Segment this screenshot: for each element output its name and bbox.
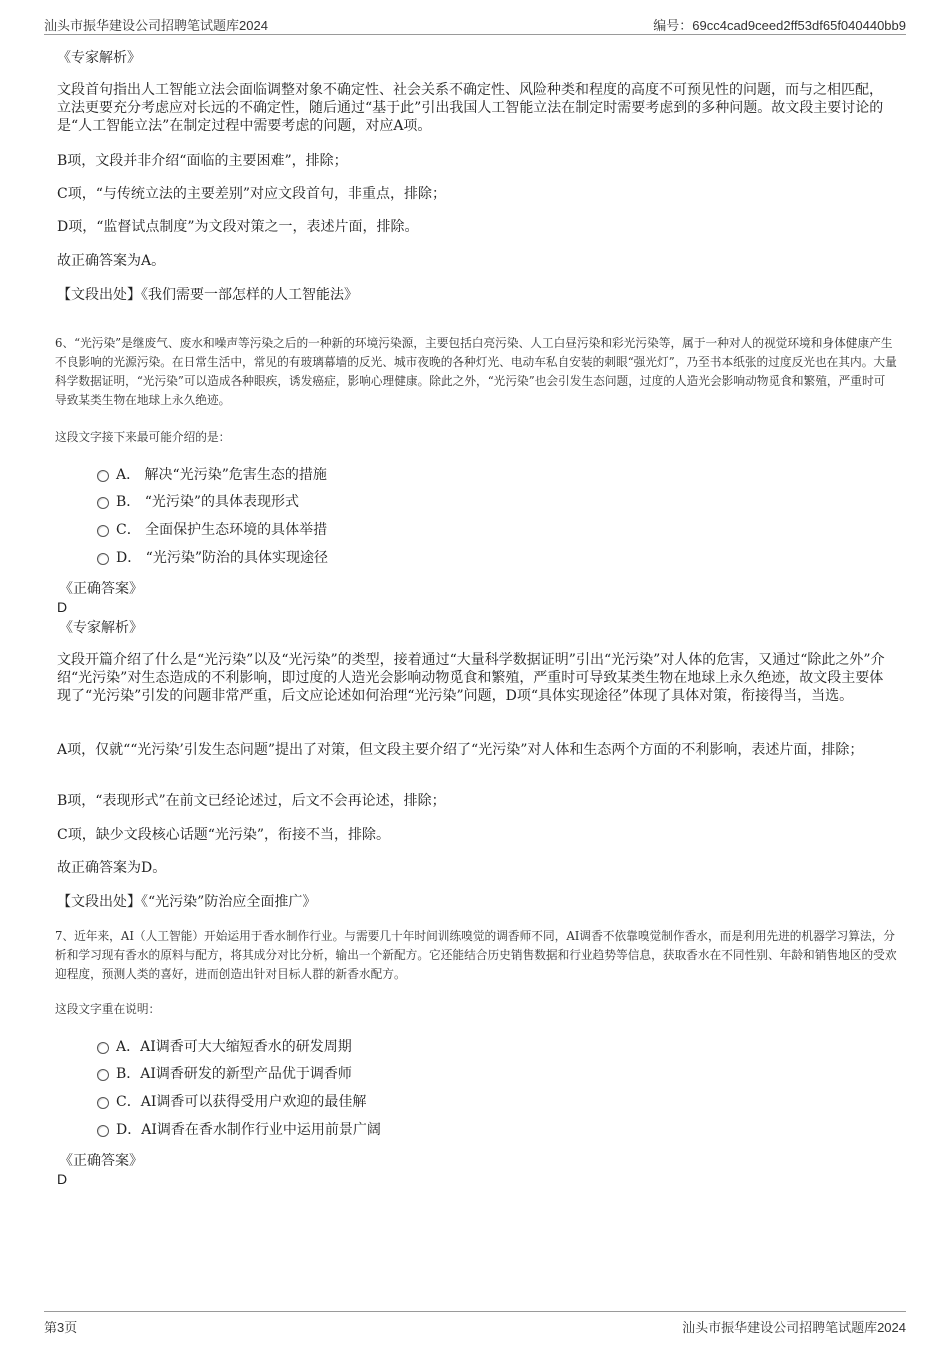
q7-option-c[interactable]: C．AI调香可以获得受用户欢迎的最佳解: [97, 1092, 366, 1112]
q6-correct-answer: D: [57, 599, 68, 615]
page-footer: [44, 1311, 906, 1338]
q5-analysis-para: 文段首句指出人工智能立法会面临调整对象不确定性、社会关系不确定性、风险种类和程度的高度不可预见性的问题，而与之相匹配，立法更要充分考虑应对长远的不确定性，随后通过“基于此”引出我国人工智能立法在制定时需要考虑到的多种问题。故文段主要讨论的是“人工智能立法”在制定过程中需要考虑的问题，对应A项。: [57, 82, 884, 134]
q6-analysis-label: 《专家解析》: [59, 620, 143, 636]
q7-correct-label: 《正确答案》: [59, 1153, 143, 1169]
radio-icon[interactable]: [97, 1125, 109, 1137]
q7-stem: 7、近年来，AI（人工智能）开始运用于香水制作行业。与需要几十年时间训练嗅觉的调香师不同，AI调香不依靠嗅觉制作香水，而是利用先进的机器学习算法，分析和学习现有香水的原料与配方，将其成分对比分析，输出一个新配方。它还能结合历史销售数据和行业趋势等信息，获取香水在不同性别、年龄和销售地区的受欢迎程度，预测人类的喜好，进而创造出针对目标人群的新香水配方。: [55, 929, 897, 981]
q5-analysis-d: D项，“监督试点制度”为文段对策之一，表述片面，排除。: [57, 219, 419, 235]
q6-analysis-c: C项，缺少文段核心话题“光污染”，衔接不当，排除。: [57, 827, 391, 843]
q6-analysis-a: A项，仅就““光污染’引发生态问题”提出了对策，但文段主要介绍了“光污染”对人体和生态两个方面的不利影响，表述片面，排除；: [57, 742, 864, 758]
q6-option-c[interactable]: C． 全面保护生态环境的具体举措: [97, 520, 327, 540]
q6-analysis-b: B项，“表现形式”在前文已经论述过，后文不会再论述，排除；: [57, 793, 446, 809]
radio-icon[interactable]: [97, 497, 109, 509]
header-title: 汕头市振华建设公司招聘笔试题库2024: [44, 18, 268, 33]
page-header: [44, 10, 906, 35]
radio-icon[interactable]: [97, 1097, 109, 1109]
q7-option-b[interactable]: B．AI调香研发的新型产品优于调香师: [97, 1064, 352, 1084]
footer-page-number: 第3页: [44, 1320, 78, 1335]
q6-correct-label: 《正确答案》: [59, 581, 143, 597]
radio-icon[interactable]: [97, 470, 109, 482]
radio-icon[interactable]: [97, 553, 109, 565]
q6-stem: 6、“光污染”是继废气、废水和噪声等污染之后的一种新的环境污染源，主要包括白亮污染、人工白昼污染和彩光污染等，属于一种对人的视觉环境和身体健康产生不良影响的光源污染。在日常生活中，常见的有玻璃幕墙的反光、城市夜晚的各种灯光、电动车私自安装的刺眼“强光灯”，乃至书本纸张的过度反光也在其内。大量科学数据证明，“光污染”可以造成各种眼疾，诱发癌症，影响心理健康。除此之外，“光污染”也会引发生态问题，过度的人造光会影响动物觅食和繁殖，严重时可导致某类生物在地球上永久绝迹。: [55, 336, 897, 407]
q5-answer: 故正确答案为A。: [57, 253, 166, 269]
q6-option-a[interactable]: A． 解决“光污染”危害生态的措施: [97, 465, 327, 485]
q6-answer: 故正确答案为D。: [57, 860, 167, 876]
radio-icon[interactable]: [97, 1069, 109, 1081]
q7-question: 这段文字重在说明：: [55, 1002, 161, 1016]
q5-analysis-label: 《专家解析》: [57, 50, 141, 66]
q6-source: 【文段出处】《“光污染”防治应全面推广》: [57, 894, 317, 910]
q6-question: 这段文字接下来最可能介绍的是：: [55, 430, 231, 444]
q7-option-a[interactable]: A．AI调香可大大缩短香水的研发周期: [97, 1037, 352, 1057]
q5-source: 【文段出处】《我们需要一部怎样的人工智能法》: [57, 287, 358, 303]
header-code: 编号：69cc4cad9ceed2ff53df65f040440bb9: [653, 18, 906, 33]
q7-correct-answer: D: [57, 1171, 68, 1187]
radio-icon[interactable]: [97, 525, 109, 537]
q6-option-b[interactable]: B． “光污染”的具体表现形式: [97, 492, 299, 512]
q5-analysis-c: C项，“与传统立法的主要差别”对应文段首句，非重点，排除；: [57, 186, 447, 202]
radio-icon[interactable]: [97, 1042, 109, 1054]
q7-option-d[interactable]: D．AI调香在香水制作行业中运用前景广阔: [97, 1120, 381, 1140]
q6-analysis-para: 文段开篇介绍了什么是“光污染”以及“光污染”的类型，接着通过“大量科学数据证明”引出“光污染”对人体的危害，又通过“除此之外”介绍“光污染”对生态造成的不利影响，即过度的人造光会影响动物觅食和繁殖，严重时可导致某类生物在地球上永久绝迹，故文段主要体现了“光污染”引发的问题非常严重，后文应论述如何治理“光污染”问题，D项“具体实现途径”体现了具体对策，衔接得当，当选。: [57, 652, 885, 704]
footer-title: 汕头市振华建设公司招聘笔试题库2024: [682, 1320, 906, 1335]
q5-analysis-b: B项，文段并非介绍“面临的主要困难”，排除；: [57, 153, 348, 169]
q6-option-d[interactable]: D． “光污染”防治的具体实现途径: [97, 548, 328, 568]
